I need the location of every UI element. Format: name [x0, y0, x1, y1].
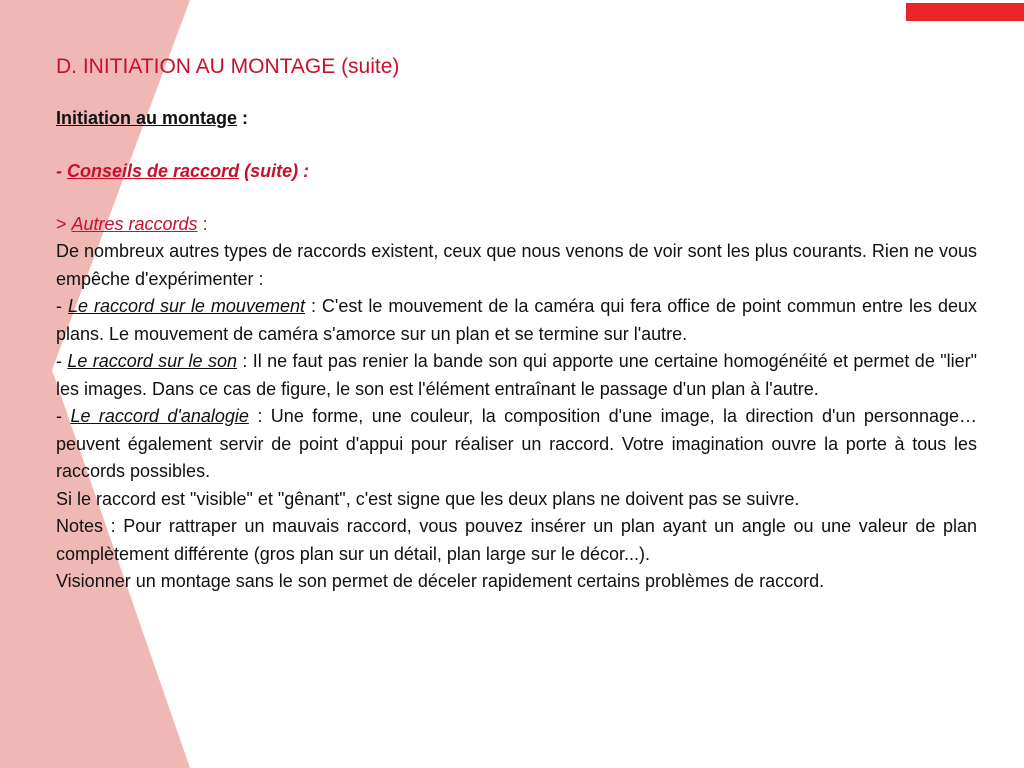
paragraph-notes: Notes : Pour rattraper un mauvais raccord, vous pouvez insérer un plan ayant un angle ou une valeur de plan complètement différente (gros plan sur un détail, plan large sur le décor...).	[56, 516, 977, 564]
slide-content	[56, 51, 977, 596]
subtitle-colon: :	[237, 108, 249, 128]
autres-prefix: >	[56, 214, 72, 234]
item-label[interactable]: Le raccord sur le son	[67, 351, 237, 371]
autres-suffix: :	[197, 214, 208, 234]
item-label[interactable]: Le raccord d'analogie	[70, 406, 249, 426]
autres-heading	[56, 211, 977, 238]
conseils-prefix: -	[56, 161, 67, 181]
red-accent-bar	[906, 3, 1024, 21]
item-prefix: -	[56, 296, 68, 316]
section-subtitle	[56, 105, 977, 132]
item-prefix: -	[56, 406, 71, 426]
item-text: : C'est le mouvement de la caméra qui fera office de point commun entre les deux plans. Le mouvement de caméra s'amorce sur un plan et se termine sur l'autre.	[56, 296, 977, 344]
conseils-suffix: (suite) :	[239, 161, 310, 181]
item-text: : Il ne faut pas renier la bande son qui apporte une certaine homogénéité et permet de "lier" les images. Dans ce cas de figure, le son est l'élément entraînant le passage d'un plan à l'autre.	[56, 351, 977, 399]
paragraph-visionner: Visionner un montage sans le son permet de déceler rapidement certains problèmes de raccord.	[56, 571, 825, 591]
list-item-son	[56, 348, 977, 403]
paragraph-visible: Si le raccord est "visible" et "gênant", c'est signe que les deux plans ne doivent pas se suivre.	[56, 488, 800, 509]
item-label[interactable]: Le raccord sur le mouvement	[67, 296, 305, 316]
list-item-analogie	[56, 403, 977, 486]
conseils-heading	[56, 158, 977, 185]
subtitle-text: Initiation au montage	[56, 108, 238, 128]
item-prefix: -	[56, 351, 68, 371]
conseils-link[interactable]: Conseils de raccord	[67, 161, 240, 181]
list-item-mouvement	[56, 293, 977, 348]
autres-link[interactable]: Autres raccords	[71, 214, 198, 234]
slide-title: D. INITIATION AU MONTAGE (suite)	[56, 55, 400, 78]
intro-paragraph: De nombreux autres types de raccords existent, ceux que nous venons de voir sont les plus courants. Rien ne vous empêche d'expérimenter :	[56, 241, 977, 289]
item-text: : Une forme, une couleur, la composition d'une image, la direction d'un personnage… peuvent également servir de point d'appui pour réaliser un raccord. Votre imagination ouvre la porte à tous les raccords possibles.	[56, 406, 977, 481]
